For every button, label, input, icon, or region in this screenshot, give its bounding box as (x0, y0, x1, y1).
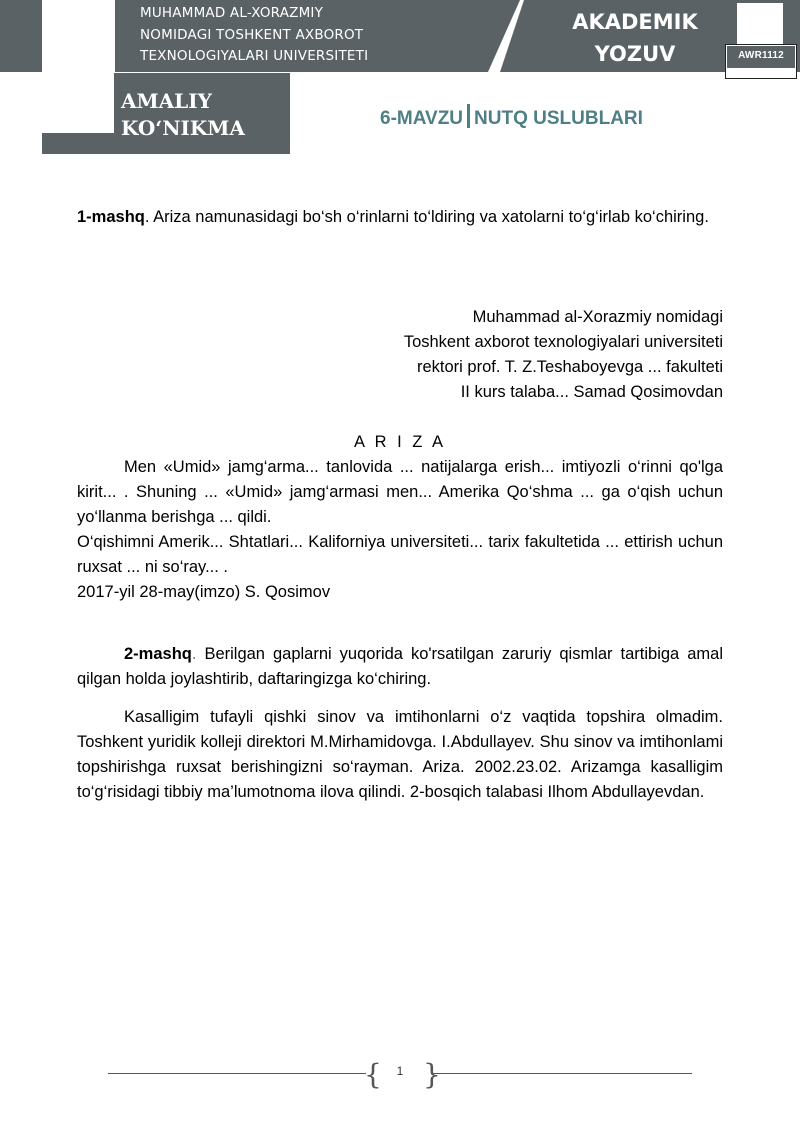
exercise-2-label-dot: . (191, 645, 197, 663)
topic-separator (467, 104, 470, 128)
exercise-1-instruction-text: . Ariza namunasidagi bo‘sh o‘rinlarni to‘ldiring va xatolarni to‘g‘irlab ko‘chiring. (144, 208, 709, 226)
course-code-white-tab (737, 3, 783, 47)
section-label-line-1: AMALIY (121, 89, 212, 113)
footer-rule-right (432, 1073, 692, 1074)
section-label (121, 88, 245, 142)
address-block (77, 305, 723, 405)
application-paragraph-2: O‘qishimni Amerik... Shtatlari... Kaliforniya universiteti... tarix fakultetida ... ettirish uchun ruxsat ... ni so‘ray... . (77, 533, 723, 576)
institution-line-2: NOMIDAGI TOSHKENT AXBOROT (140, 26, 364, 43)
institution-line-3: TEXNOLOGIYALARI UNIVERSITETI (140, 48, 369, 64)
address-line-2: Toshkent axborot texnologiyalari universiteti (403, 333, 723, 351)
address-line-3: rektori prof. T. Z.Teshaboyevga ... fakulteti (416, 358, 723, 376)
section-label-line-2: KO‘NIKMA (121, 116, 245, 140)
footer-rule-left (108, 1073, 366, 1074)
topic-title: NUTQ USLUBLARI (474, 108, 643, 129)
section-banner-white-block (42, 73, 114, 133)
course-title-line-1: AKADEMIK (572, 10, 698, 34)
application-signature: 2017-yil 28-may(imzo) S. Qosimov (77, 583, 331, 601)
page-number: 1 (396, 1064, 404, 1078)
application-paragraph-1: Men «Umid» jamg‘arma... tanlovida ... natijalarga erish... imtiyozli o‘rinni qo'lga kirit... . Shuning ... «Umid» jamg‘armasi men... Amerika Qo‘shma ... ga o‘qish uchun yo‘llanma berishga ... qildi. (77, 458, 723, 526)
exercise-2-instruction (77, 642, 723, 692)
exercise-2-label: 2-mashq (124, 645, 192, 663)
institution-name (140, 3, 368, 68)
course-title-line-2: YOZUV (594, 42, 676, 66)
exercise-1-instruction (77, 205, 723, 230)
course-title (545, 6, 725, 70)
address-line-4: II kurs talaba... Samad Qosimovdan (460, 383, 723, 401)
application-body (77, 455, 723, 605)
footer-brace-right: } (423, 1058, 441, 1091)
course-code: AWR1112 (738, 50, 784, 61)
address-line-1: Muhammad al-Xorazmiy nomidagi (472, 308, 723, 326)
exercise-2-body: Kasalligim tufayli qishki sinov va imtihonlarni o‘z vaqtida topshira olmadim. Toshkent yuridik kolleji direktori M.Mirhamidovga. I.Abdullayev. Shu sinov va imtihonlami topshirishga ruxsat berishingizni so‘rayman. Ariza. 2002.23.02. Arizamga kasalligim to‘g‘risidagi tibbiy ma’lumotnoma ilova qilindi. 2-bosqich talabasi Ilhom Abdullayevdan. (77, 708, 723, 801)
exercise-2-instruction-text: Berilgan gaplarni yuqorida ko'rsatilgan zaruriy qismlar tartibiga amal qilgan holda joylashtirib, daftaringizga ko‘chiring. (77, 645, 723, 688)
topic-heading (380, 104, 643, 130)
topic-number: 6-MAVZU (380, 108, 464, 129)
footer-brace-left: { (364, 1058, 382, 1091)
header-white-block (42, 0, 115, 72)
exercise-1-label: 1-mashq (77, 208, 145, 226)
exercise-2-text (77, 705, 723, 805)
document-title: A R I Z A (353, 433, 447, 451)
institution-line-1: MUHAMMAD AL-XORAZMIY (140, 5, 324, 21)
